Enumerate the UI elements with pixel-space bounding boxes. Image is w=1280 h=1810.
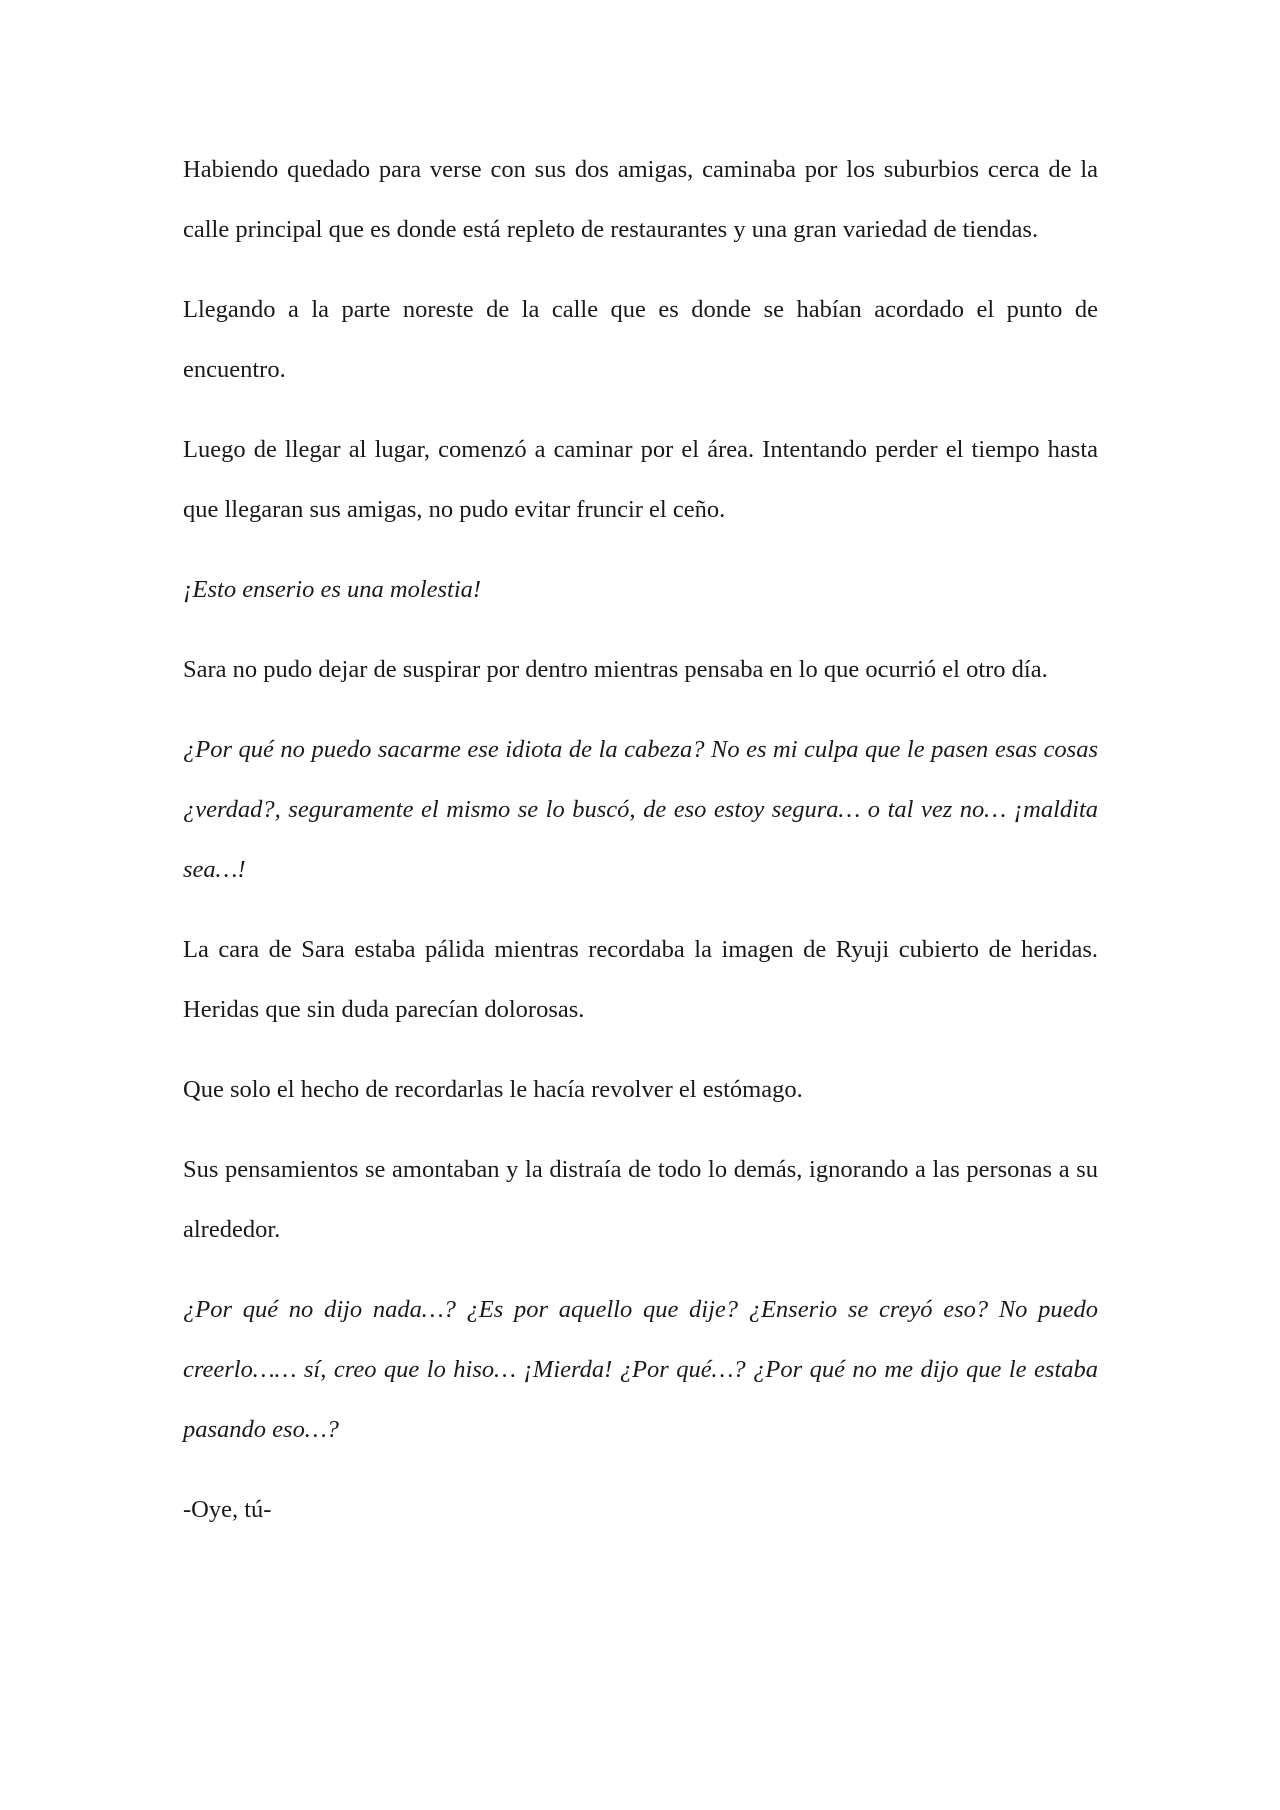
- paragraph-7: La cara de Sara estaba pálida mientras recordaba la imagen de Ryuji cubierto de heridas. Heridas que sin duda parecían dolorosas.: [183, 936, 1098, 1023]
- paragraph-5: Sara no pudo dejar de suspirar por dentro mientras pensaba en lo que ocurrió el otro día.: [183, 656, 1048, 683]
- paragraph-1: Habiendo quedado para verse con sus dos amigas, caminaba por los suburbios cerca de la calle principal que es donde está repleto de restaurantes y una gran variedad de tiendas.: [183, 156, 1098, 243]
- paragraph-11-dialogue: -Oye, tú-: [183, 1496, 272, 1523]
- paragraph-10-thought: ¿Por qué no dijo nada…? ¿Es por aquello que dije? ¿Enserio se creyó eso? No puedo creerlo…… sí, creo que lo hiso… ¡Mierda! ¿Por qué…? ¿Por qué no me dijo que le estaba pasando eso…?: [183, 1296, 1098, 1443]
- document-body: [183, 140, 1098, 1560]
- paragraph-2: Llegando a la parte noreste de la calle que es donde se habían acordado el punto de encuentro.: [183, 296, 1098, 383]
- paragraph-3: Luego de llegar al lugar, comenzó a caminar por el área. Intentando perder el tiempo hasta que llegaran sus amigas, no pudo evitar fruncir el ceño.: [183, 436, 1098, 523]
- paragraph-8: Que solo el hecho de recordarlas le hacía revolver el estómago.: [183, 1076, 803, 1103]
- paragraph-9: Sus pensamientos se amontaban y la distraía de todo lo demás, ignorando a las personas a su alrededor.: [183, 1156, 1098, 1243]
- paragraph-6-thought: ¿Por qué no puedo sacarme ese idiota de la cabeza? No es mi culpa que le pasen esas cosas ¿verdad?, seguramente el mismo se lo buscó, de eso estoy segura… o tal vez no… ¡maldita sea…!: [183, 736, 1098, 883]
- paragraph-4-thought: ¡Esto enserio es una molestia!: [183, 576, 482, 603]
